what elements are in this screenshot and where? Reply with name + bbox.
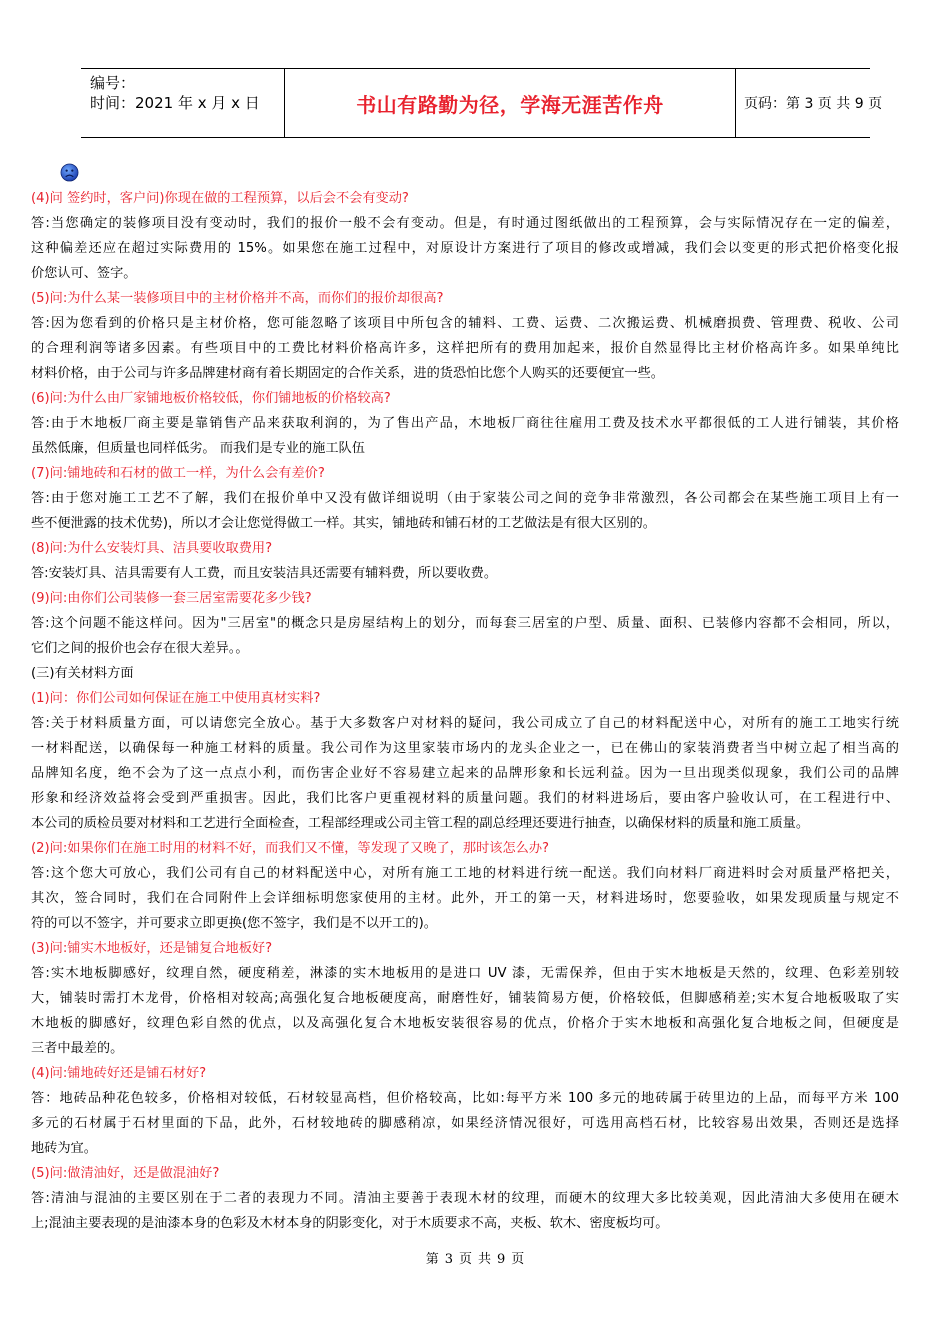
answer-line: 多元的石材属于石材里面的下品，此外，石材较地砖的脚感稍凉，如果经济情况很好，可选用高档石材，比较容易出效果，否则还是选择	[31, 1116, 899, 1131]
doc-time-label: 时间：2021 年 x 月 x 日	[90, 94, 260, 112]
answer-line: 答:关于材料质量方面，可以请您完全放心。基于大多数客户对材料的疑问，我公司成立了自己的材料配送中心，对所有的施工工地实行统	[31, 716, 899, 731]
header-page-cell	[736, 69, 883, 137]
answer-line: 的合理利润等诸多因素。有些项目中的工费比材料价格高许多，这样把所有的费用加起来，报价自然显得比主材价格高许多。如果单纯比	[31, 341, 899, 356]
answer-line: 答:由于您对施工工艺不了解，我们在报价单中又没有做详细说明（由于家装公司之间的竞争非常激烈，各公司都会在某些施工项目上有一	[31, 491, 899, 506]
question-heading: (5)问:为什么某一装修项目中的主材价格并不高，而你们的报价却很高?	[31, 291, 444, 306]
question-heading: (3)问:铺实木地板好，还是铺复合地板好?	[31, 941, 273, 956]
answer-line: 些不便泄露的技术优势)，所以才会让您觉得做工一样。其实，铺地砖和铺石材的工艺做法是有很大区别的。	[31, 516, 656, 531]
question-heading: (6)问:为什么由厂家铺地板价格较低，你们铺地板的价格较高?	[31, 391, 391, 406]
answer-line: 答:清油与混油的主要区别在于二者的表现力不同。清油主要善于表现木材的纹理，而硬木的纹理大多比较美观，因此清油大多使用在硬木	[31, 1191, 899, 1206]
question-heading: (4)问:铺地砖好还是铺石材好?	[31, 1066, 207, 1081]
answer-line: 一材料配送，以确保每一种施工材料的质量。我公司作为这里家装市场内的龙头企业之一，已在佛山的家装消费者当中树立起了相当高的	[31, 741, 899, 756]
answer-line: 答:当您确定的装修项目没有变动时，我们的报价一般不会有变动。但是，有时通过图纸做出的工程预算，会与实际情况存在一定的偏差，	[31, 216, 899, 231]
answer-line: 形象和经济效益将会受到严重损害。因此，我们比客户更重视材料的质量问题。我们的材料进场后，要由客户验收认可，在工程进行中、	[31, 791, 899, 806]
answer-paragraph	[31, 211, 899, 286]
answer-line: 答:由于木地板厂商主要是靠销售产品来获取利润的，为了售出产品，木地板厂商往往雇用工费及技术水平都很低的工人进行铺装，其价格	[31, 416, 899, 431]
answer-line: 这种偏差还应在超过实际费用的 15%。如果您在施工过程中，对原设计方案进行了项目的修改或增减，我们会以变更的形式把价格变化报	[31, 241, 899, 256]
answer-line: 上;混油主要表现的是油漆本身的色彩及木材本身的阴影变化，对于木质要求不高，夹板、软木、密度板均可。	[31, 1216, 669, 1231]
footer-gong: 共	[478, 1252, 492, 1267]
answer-paragraph	[31, 486, 899, 536]
answer-line: 价您认可、签字。	[31, 266, 137, 281]
page-code: 页码：第 3 页 共 9 页	[744, 96, 883, 112]
answer-line: 其次，签合同时，我们在合同附件上会详细标明您家使用的主材。此外，开工的第一天，材料进场时，您要验收，如果发现质量与规定不	[31, 891, 899, 906]
answer-line: 木地板的脚感好，纹理色彩自然的优点，以及高强化复合木地板安装很容易的优点，价格介于实木地板和高强化复合地板之间，但硬度是	[31, 1016, 899, 1031]
answer-line: 它们之间的报价也会存在很大差异。。	[31, 641, 249, 656]
footer-current-page: 3	[444, 1252, 453, 1267]
header-meta	[81, 69, 284, 137]
footer-ye: 页	[511, 1252, 525, 1267]
doc-number-label: 编号：	[90, 74, 136, 92]
motto: 书山有路勤为径，学海无涯苦作舟	[356, 92, 664, 117]
answer-line: 虽然低廉，但质量也同样低劣。 而我们是专业的施工队伍	[31, 441, 365, 456]
answer-line: 答:这个您大可放心，我们公司有自己的材料配送中心，对所有施工工地的材料进行统一配送。我们向材料厂商进料时会对质量严格把关，	[31, 866, 899, 881]
answer-paragraph	[31, 611, 899, 661]
question-heading: (9)问:由你们公司装修一套三居室需要花多少钱?	[31, 591, 312, 606]
question-heading: (4)问 签约时，客户问)你现在做的工程预算，以后会不会有变动?	[31, 191, 409, 206]
answer-line: 答:因为您看到的价格只是主材价格，您可能忽略了该项目中所包含的辅料、工费、运费、二次搬运费、机械磨损费、管理费、税收、公司	[31, 316, 899, 331]
sad-face-icon	[60, 163, 79, 182]
answer-paragraph	[31, 711, 899, 836]
header-motto-cell	[284, 69, 736, 137]
answer-line: 本公司的质检员要对材料和工艺进行全面检查，工程部经理或公司主管工程的副总经理还要进行抽查，以确保材料的质量和施工质量。	[31, 816, 810, 831]
answer-paragraph	[31, 1186, 899, 1236]
answer-line: 答:实木地板脚感好，纹理自然，硬度稍差，淋漆的实木地板用的是进口 UV 漆，无需保养，但由于实木地板是天然的，纹理、色彩差别较	[31, 966, 899, 981]
footer-total-pages: 9	[497, 1252, 506, 1267]
question-heading: (2)问:如果你们在施工时用的材料不好，而我们又不懂，等发现了又晚了，那时该怎么办?	[31, 841, 550, 856]
question-heading: (1)问：你们公司如何保证在施工中使用真材实料?	[31, 691, 321, 706]
answer-paragraph	[31, 561, 899, 586]
section-title: (三)有关材料方面	[31, 666, 134, 681]
page-header	[81, 68, 883, 138]
answer-paragraph	[31, 961, 899, 1061]
question-heading: (5)问:做清油好，还是做混油好?	[31, 1166, 220, 1181]
answer-line: 答：地砖品种花色较多，价格相对较低，石材较显高档，但价格较高，比如:每平方米 100 多元的地砖属于砖里边的上品，而每平方米 100	[31, 1091, 899, 1106]
answer-line: 大，铺装时需打木龙骨，价格相对较高;高强化复合地板硬度高，耐磨性好，铺装简易方便，价格较低，但脚感稍差;实木复合地板吸取了实	[31, 991, 899, 1006]
qa-content	[31, 186, 899, 1236]
question-heading: (8)问:为什么安装灯具、洁具要收取费用?	[31, 541, 273, 556]
answer-line: 材料价格，由于公司与许多品牌建材商有着长期固定的合作关系，进的货恐怕比您个人购买的还要便宜一些。	[31, 366, 664, 381]
footer-di: 第	[425, 1252, 439, 1267]
answer-line: 地砖为宜。	[31, 1141, 97, 1156]
answer-paragraph	[31, 1086, 899, 1161]
footer-ye: 页	[458, 1252, 472, 1267]
answer-paragraph	[31, 861, 899, 936]
question-heading: (7)问:铺地砖和石材的做工一样，为什么会有差价?	[31, 466, 325, 481]
answer-line: 三者中最差的。	[31, 1041, 124, 1056]
answer-line: 符的可以不签字，并可要求立即更换(您不签字，我们是不以开工的)。	[31, 916, 437, 931]
answer-paragraph	[31, 411, 899, 461]
page-footer	[0, 1248, 950, 1267]
answer-line: 答:安装灯具、洁具需要有人工费，而且安装洁具还需要有辅料费，所以要收费。	[31, 566, 498, 581]
answer-line: 答:这个问题不能这样问。因为"三居室"的概念只是房屋结构上的划分，而每套三居室的户型、质量、面积、已装修内容都不会相同，所以，	[31, 616, 899, 631]
answer-line: 品牌知名度，绝不会为了这一点点小利，而伤害企业好不容易建立起来的品牌形象和长远利益。因为一旦出现类似现象，我们公司的品牌	[31, 766, 899, 781]
answer-paragraph	[31, 311, 899, 386]
